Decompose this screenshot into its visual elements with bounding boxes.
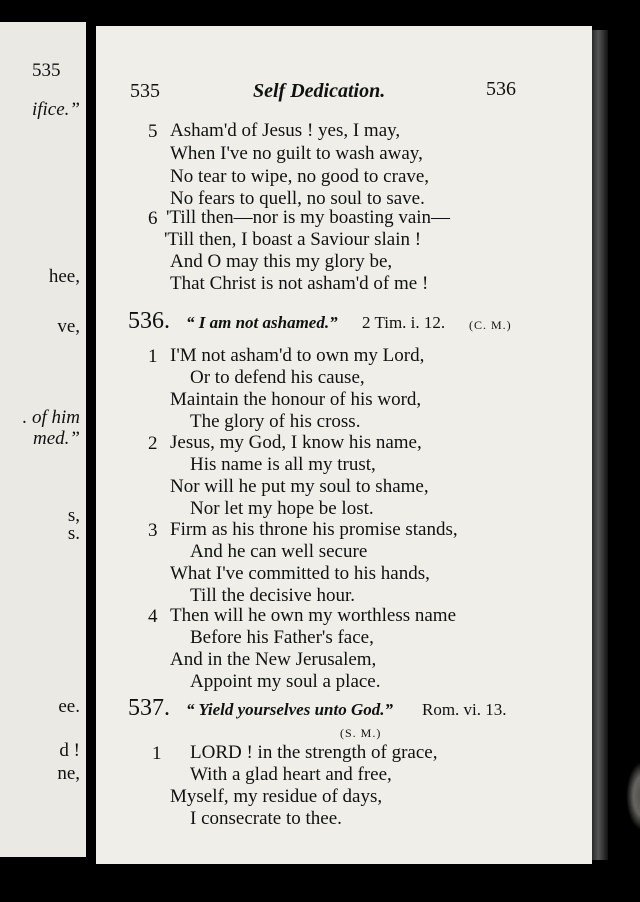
- verse-line: Myself, my residue of days,: [170, 786, 383, 807]
- facing-page-fragment: ee.: [58, 696, 80, 717]
- hymn-scripture-reference: Rom. vi. 13.: [422, 700, 507, 719]
- verse-number: 4: [148, 606, 158, 627]
- verse-line: Appoint my soul a place.: [190, 671, 381, 692]
- verse-number: 6: [148, 208, 158, 229]
- facing-page-fragment: 535: [32, 60, 61, 81]
- verse-line: 'Till then, I boast a Saviour slain !: [164, 229, 422, 250]
- verse-line: I consecrate to thee.: [190, 808, 342, 829]
- page-number-left: 535: [130, 80, 160, 102]
- verse-number: 2: [148, 433, 158, 454]
- verse-line: When I've no guilt to wash away,: [170, 143, 423, 164]
- facing-page-fragment: s.: [67, 523, 80, 544]
- verse-line: Before his Father's face,: [190, 627, 374, 648]
- facing-page-fragment: ne,: [57, 763, 80, 784]
- verse-line: 'Till then—nor is my boasting vain—: [166, 207, 451, 228]
- verse-number: 5: [148, 121, 158, 142]
- verse-line: And O may this my glory be,: [170, 251, 393, 272]
- verse-line: Nor will he put my soul to shame,: [170, 476, 429, 497]
- page-edge: [592, 30, 608, 860]
- hymn-meter: (S. M.): [340, 726, 382, 740]
- hymn-meter: (C. M.): [469, 318, 512, 332]
- verse-line: What I've committed to his hands,: [170, 563, 430, 584]
- facing-page-fragment: d !: [59, 740, 80, 761]
- verse-line: Till the decisive hour.: [190, 585, 356, 606]
- facing-page-fragment: med.”: [33, 428, 80, 449]
- facing-page-left: [0, 22, 86, 857]
- verse-number: 1: [152, 743, 162, 764]
- facing-page-fragment: hee,: [48, 266, 80, 287]
- hymn-number: 536.: [128, 308, 170, 334]
- verse-line: No fears to quell, no soul to save.: [170, 188, 425, 209]
- verse-line: Maintain the honour of his word,: [170, 389, 422, 410]
- verse-line: And he can well secure: [190, 541, 368, 562]
- facing-page-fragment: . of him: [22, 407, 80, 428]
- verse-line: That Christ is not asham'd of me !: [170, 273, 429, 294]
- verse-number: 3: [148, 520, 158, 541]
- verse-line: Nor let my hope be lost.: [190, 498, 374, 519]
- verse-line: With a glad heart and free,: [190, 764, 392, 785]
- hymn-scripture-quote: “ Yield yourselves unto God.”: [186, 700, 393, 719]
- verse-line: No tear to wipe, no good to crave,: [170, 166, 430, 187]
- book-page: [96, 26, 592, 864]
- book-gutter: [86, 0, 96, 902]
- hymn-number: 537.: [128, 695, 170, 721]
- verse-line: Or to defend his cause,: [190, 367, 365, 388]
- verse-line: And in the New Jerusalem,: [170, 649, 377, 670]
- facing-page-fragment: ve,: [57, 316, 80, 337]
- verse-line: Then will he own my worthless name: [170, 605, 457, 626]
- verse-line: His name is all my trust,: [190, 454, 376, 475]
- verse-line: The glory of his cross.: [190, 411, 361, 432]
- verse-line: Jesus, my God, I know his name,: [170, 432, 422, 453]
- page-number-right: 536: [486, 78, 516, 100]
- verse-line: Firm as his throne his promise stands,: [170, 519, 458, 540]
- hymn-scripture-reference: 2 Tim. i. 12.: [362, 313, 446, 332]
- facing-page-fragment: ifice.”: [31, 99, 80, 120]
- verse-line: Asham'd of Jesus ! yes, I may,: [170, 120, 401, 141]
- page-stain: [626, 761, 640, 831]
- verse-line: LORD ! in the strength of grace,: [190, 742, 438, 763]
- facing-page-fragment: s,: [67, 505, 80, 526]
- verse-line: I'M not asham'd to own my Lord,: [170, 345, 425, 366]
- verse-number: 1: [148, 346, 158, 367]
- running-title: Self Dedication.: [253, 80, 386, 102]
- hymn-scripture-quote: “ I am not ashamed.”: [186, 313, 338, 332]
